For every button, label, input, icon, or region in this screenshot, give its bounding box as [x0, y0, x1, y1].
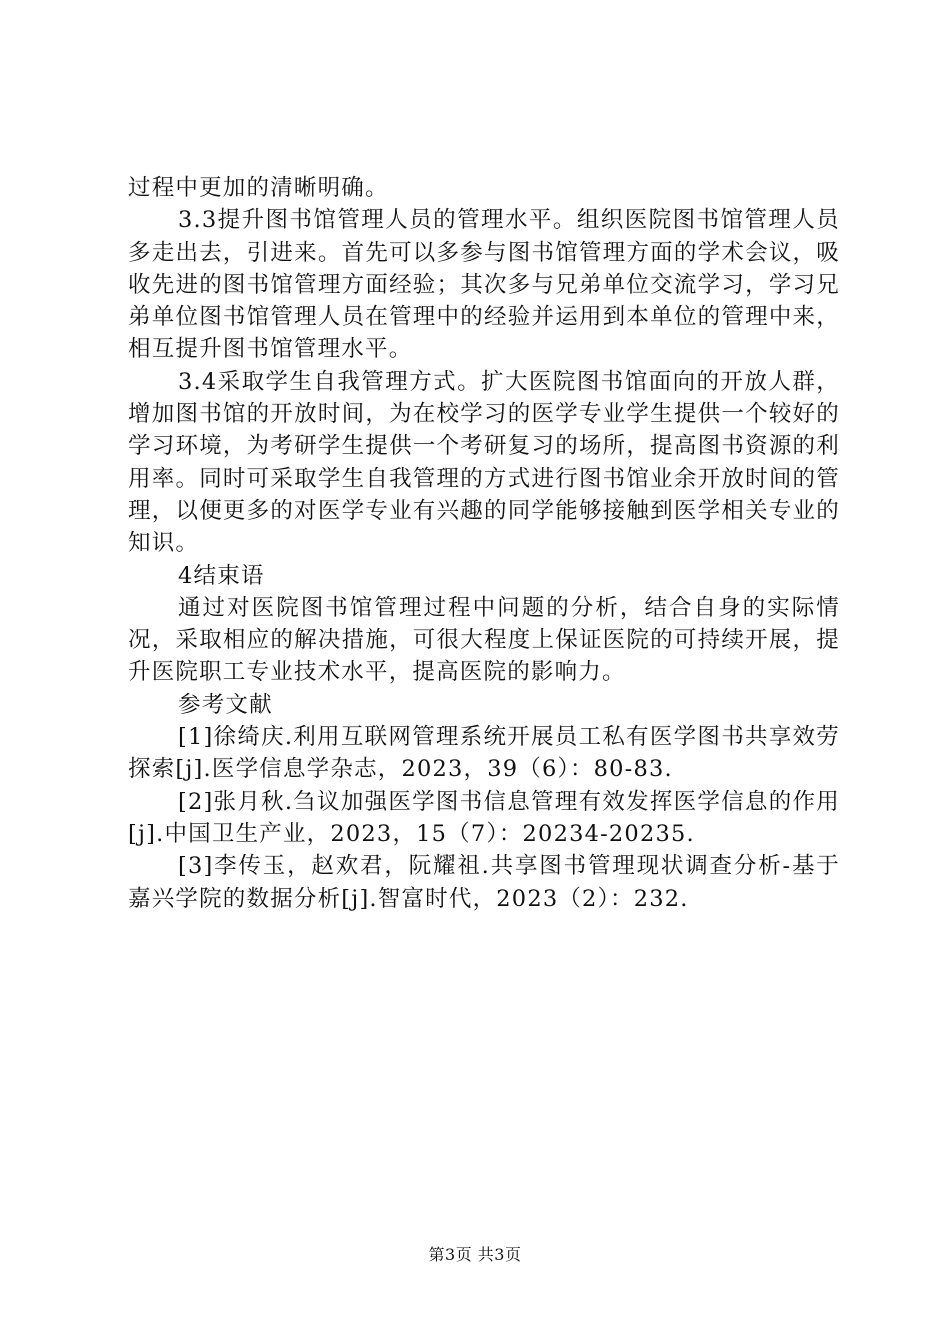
reference-item-3: [3]李传玉，赵欢君，阮耀祖.共享图书管理现状调查分析-基于嘉兴学院的数据分析[j].智富时代，2023（2）：232.	[128, 853, 840, 912]
heading-references: 参考文献	[178, 691, 273, 718]
page-number-footer: 第3页 共3页	[428, 1245, 522, 1264]
document-body	[128, 172, 840, 915]
reference-item-1: [1]徐绮庆.利用互联网管理系统开展员工私有医学图书共享效劳探索[j].医学信息学杂志，2023，39（6）：80-83.	[128, 724, 840, 783]
reference-item-2: [2]张月秋.刍议加强医学图书信息管理有效发挥医学信息的作用[j].中国卫生产业，2023，15（7）：20234-20235.	[128, 788, 840, 847]
paragraph-conclusion: 通过对医院图书馆管理过程中问题的分析，结合自身的实际情况，采取相应的解决措施，可很大程度上保证医院的可持续开展，提升医院职工专业技术水平，提高医院的影响力。	[128, 594, 840, 686]
paragraph-section-3-4: 3.4采取学生自我管理方式。扩大医院图书馆面向的开放人群，增加图书馆的开放时间，为在校学习的医学专业学生提供一个较好的学习环境，为考研学生提供一个考研复习的场所，提高图书资源的利用率。同时可采取学生自我管理的方式进行图书馆业余开放时间的管理，以便更多的对医学专业有兴趣的同学能够接触到医学相关专业的知识。	[128, 368, 840, 557]
paragraph-continuation: 过程中更加的清晰明确。	[128, 175, 389, 201]
heading-conclusion: 4结束语	[178, 562, 265, 589]
paragraph-section-3-3: 3.3提升图书馆管理人员的管理水平。组织医院图书馆管理人员多走出去，引进来。首先可以多参与图书馆管理方面的学术会议，吸收先进的图书馆管理方面经验；其次多与兄弟单位交流学习，学习兄弟单位图书馆管理人员在管理中的经验并运用到本单位的管理中来，相互提升图书馆管理水平。	[128, 207, 840, 363]
